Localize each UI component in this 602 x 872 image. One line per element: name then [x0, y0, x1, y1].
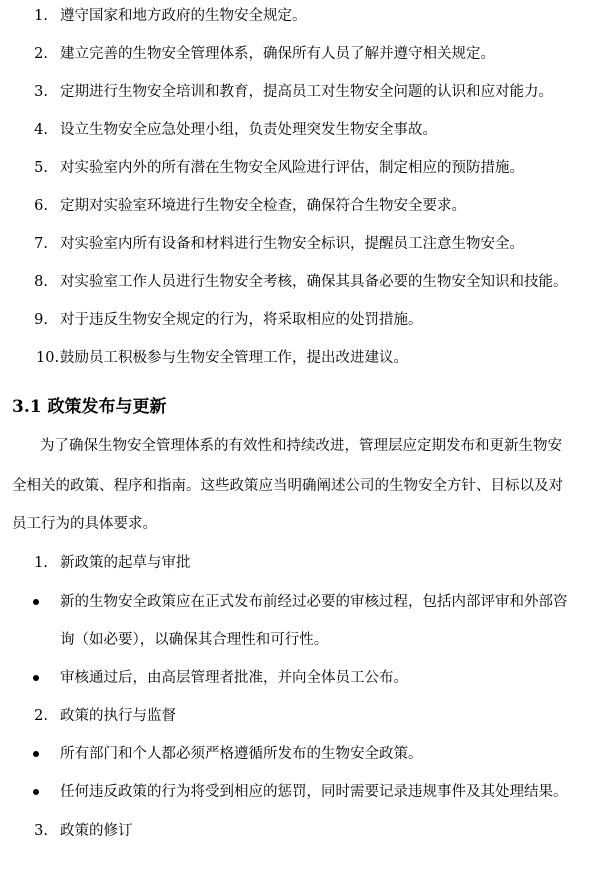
paragraph-line: 全相关的政策、程序和指南。这些政策应当明确阐述公司的生物安全方针、目标以及对	[12, 478, 563, 494]
paragraph-line: 为了确保生物安全管理体系的有效性和持续改进，管理层应定期发布和更新生物安	[40, 438, 562, 454]
list-text: 对实验室内外的所有潜在生物安全风险进行评估，制定相应的预防措施。	[60, 160, 524, 176]
list-text: 对实验室内所有设备和材料进行生物安全标识，提醒员工注意生物安全。	[60, 236, 524, 252]
list-text: 定期对实验室环境进行生物安全检查，确保符合生物安全要求。	[60, 198, 466, 214]
bullet-icon	[33, 599, 39, 605]
list-text: 定期进行生物安全培训和教育，提高员工对生物安全问题的认识和应对能力。	[60, 84, 553, 100]
list-text: 遵守国家和地方政府的生物安全规定。	[60, 8, 307, 24]
list-number: 3.	[34, 84, 48, 100]
list-text: 对实验室工作人员进行生物安全考核，确保其具备必要的生物安全知识和技能。	[60, 274, 568, 290]
bullet-icon	[33, 675, 39, 681]
bullet-text: 询（如必要），以确保其合理性和可行性。	[60, 632, 329, 648]
list-number: 7.	[34, 236, 48, 252]
list-number: 9.	[34, 312, 48, 328]
list-text: 设立生物安全应急处理小组，负责处理突发生物安全事故。	[60, 122, 437, 138]
list-text: 对于违反生物安全规定的行为，将采取相应的处罚措施。	[60, 312, 423, 328]
list-number: 2.	[34, 46, 48, 62]
bullet-text: 所有部门和个人都必须严格遵循所发布的生物安全政策。	[60, 746, 423, 762]
bullet-icon	[33, 751, 39, 757]
subsection-title: 新政策的起草与审批	[60, 555, 191, 571]
list-text: 建立完善的生物安全管理体系，确保所有人员了解并遵守相关规定。	[60, 46, 495, 62]
list-number: 5.	[34, 160, 48, 176]
subsection-number: 2.	[34, 708, 48, 724]
list-number: 4.	[34, 122, 48, 138]
list-number: 10.	[36, 350, 60, 366]
paragraph-line: 员工行为的具体要求。	[12, 516, 157, 532]
list-text: 鼓励员工积极参与生物安全管理工作，提出改进建议。	[60, 350, 408, 366]
list-number: 6.	[34, 198, 48, 214]
list-number: 8.	[34, 274, 48, 290]
subsection-number: 3.	[34, 823, 48, 839]
bullet-text: 新的生物安全政策应在正式发布前经过必要的审核过程，包括内部评审和外部咨	[60, 594, 568, 610]
bullet-icon	[33, 789, 39, 795]
bullet-text: 任何违反政策的行为将受到相应的惩罚，同时需要记录违规事件及其处理结果。	[60, 784, 568, 800]
section-heading: 3.1 政策发布与更新	[12, 397, 167, 417]
list-number: 1.	[34, 8, 48, 24]
subsection-title: 政策的修订	[60, 823, 133, 839]
subsection-number: 1.	[34, 555, 48, 571]
subsection-title: 政策的执行与监督	[60, 708, 176, 724]
bullet-text: 审核通过后，由高层管理者批准，并向全体员工公布。	[60, 670, 408, 686]
